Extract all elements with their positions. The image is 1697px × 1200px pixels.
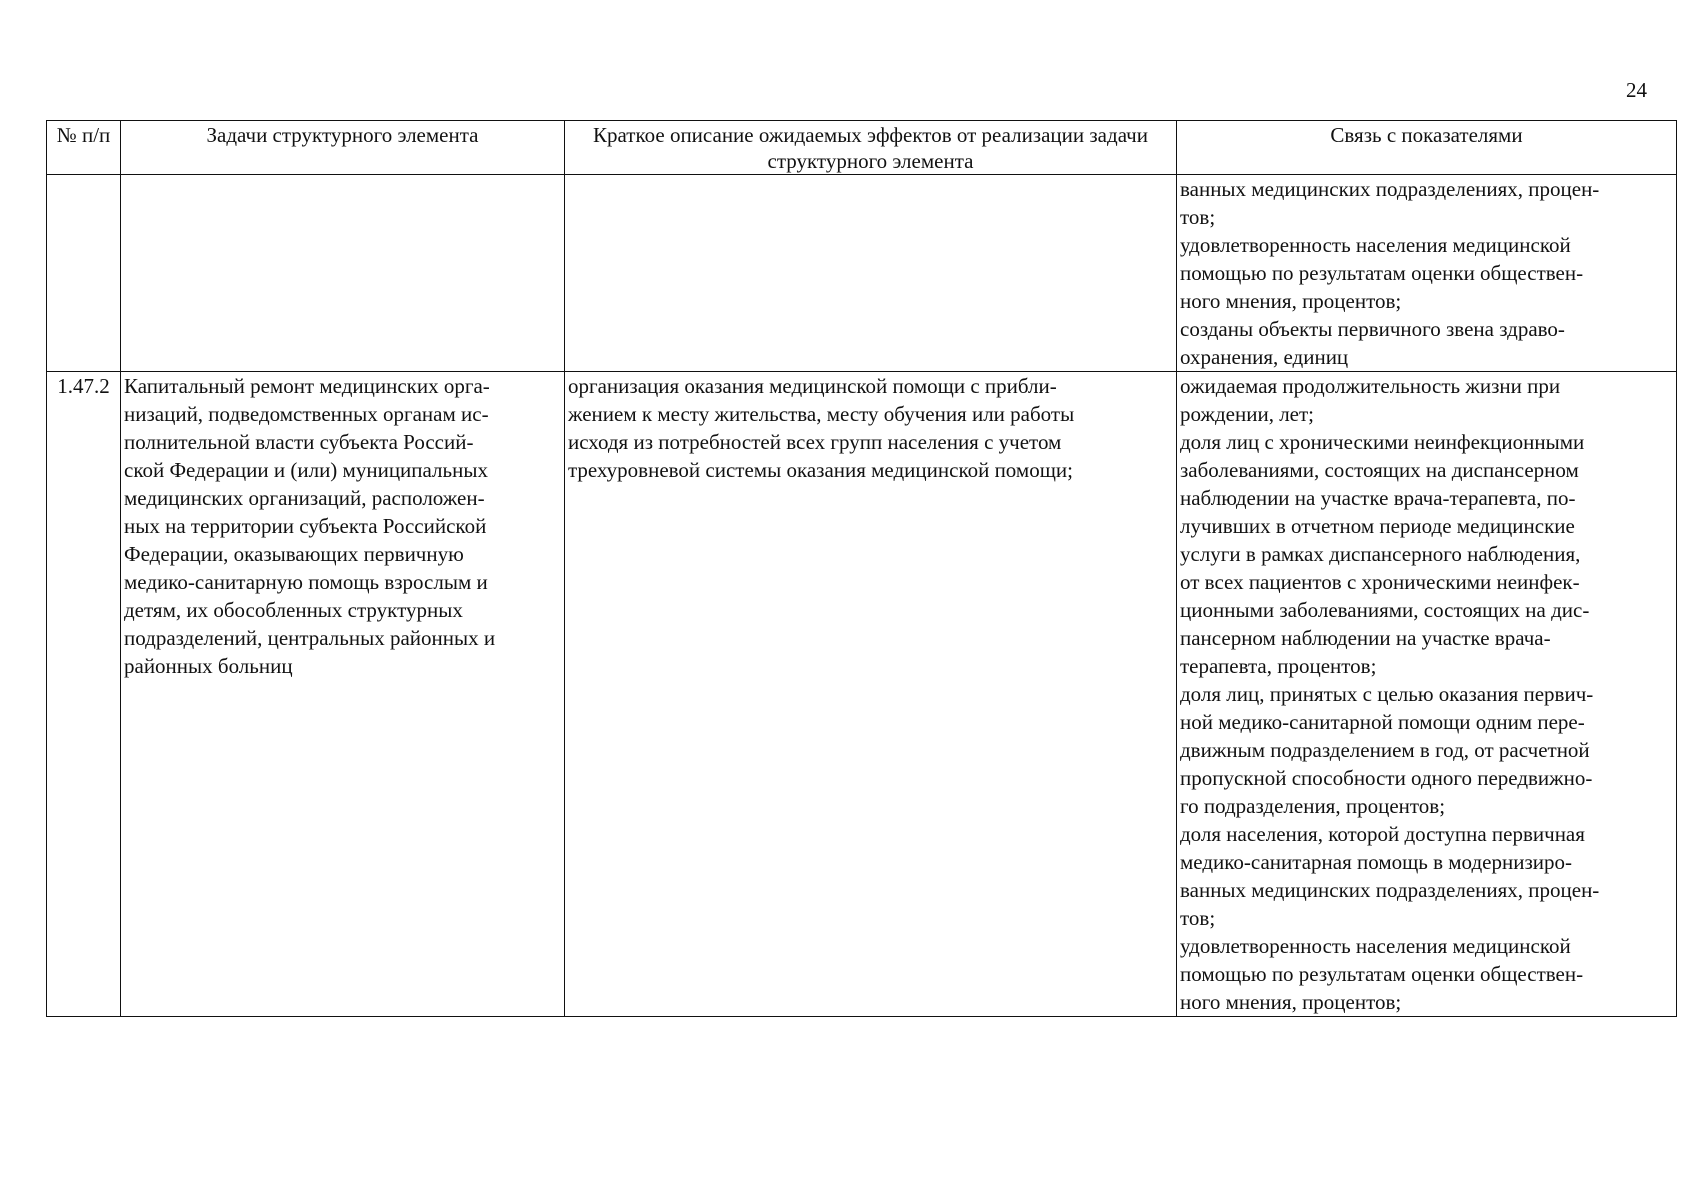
- cell-num: 1.47.2: [47, 372, 121, 1017]
- effect-line: трехуровневой системы оказания медицинской помощи;: [568, 458, 1073, 482]
- link-line: ного мнения, процентов;: [1180, 990, 1402, 1014]
- link-line: тов;: [1180, 906, 1216, 930]
- cell-task: [121, 372, 565, 1017]
- link-line: ожидаемая продолжительность жизни при: [1180, 374, 1561, 398]
- link-line: наблюдении на участке врача-терапевта, по-: [1180, 486, 1576, 510]
- link-line: удовлетворенность населения медицинской: [1180, 934, 1571, 958]
- link-line: доля населения, которой доступна первичная: [1180, 822, 1585, 846]
- link-line: помощью по результатам оценки обществен-: [1180, 962, 1584, 986]
- table-row: [47, 175, 1677, 372]
- task-line: Капитальный ремонт медицинских орга-: [124, 374, 490, 398]
- task-line: Федерации, оказывающих первичную: [124, 542, 464, 566]
- effect-line: организация оказания медицинской помощи с прибли-: [568, 374, 1057, 398]
- header-link: Связь с показателями: [1177, 121, 1677, 175]
- header-effect: Краткое описание ожидаемых эффектов от реализации задачи структурного элемента: [565, 121, 1177, 175]
- task-line: детям, их обособленных структурных: [124, 598, 463, 622]
- link-line: помощью по результатам оценки обществен-: [1180, 261, 1584, 285]
- task-line: медицинских организаций, расположен-: [124, 486, 485, 510]
- link-line: движным подразделением в год, от расчетной: [1180, 738, 1590, 762]
- link-line: охранения, единиц: [1180, 345, 1349, 369]
- task-line: районных больниц: [124, 654, 293, 678]
- link-line: рождении, лет;: [1180, 402, 1315, 426]
- effect-line: исходя из потребностей всех групп населения с учетом: [568, 430, 1062, 454]
- task-line: ской Федерации и (или) муниципальных: [124, 458, 488, 482]
- cell-link: [1177, 175, 1677, 372]
- page-number: 24: [1626, 78, 1647, 102]
- link-line: удовлетворенность населения медицинской: [1180, 233, 1571, 257]
- link-line: заболеваниями, состоящих на диспансерном: [1180, 458, 1579, 482]
- link-line: ционными заболеваниями, состоящих на дис-: [1180, 598, 1590, 622]
- link-line: лучивших в отчетном периоде медицинские: [1180, 514, 1575, 538]
- table-body: [47, 175, 1677, 1017]
- link-line: терапевта, процентов;: [1180, 654, 1377, 678]
- cell-link: [1177, 372, 1677, 1017]
- link-line: созданы объекты первичного звена здраво-: [1180, 317, 1565, 341]
- tasks-table: [46, 120, 1677, 1017]
- effect-line: жением к месту жительства, месту обучения или работы: [568, 402, 1075, 426]
- link-line: от всех пациентов с хроническими неинфек-: [1180, 570, 1580, 594]
- cell-task: [121, 175, 565, 372]
- link-line: услуги в рамках диспансерного наблюдения,: [1180, 542, 1581, 566]
- link-line: ного мнения, процентов;: [1180, 289, 1402, 313]
- task-line: низаций, подведомственных органам ис-: [124, 402, 489, 426]
- link-line: ной медико-санитарной помощи одним пере-: [1180, 710, 1585, 734]
- link-line: пропускной способности одного передвижно-: [1180, 766, 1593, 790]
- task-line: подразделений, центральных районных и: [124, 626, 496, 650]
- link-line: го подразделения, процентов;: [1180, 794, 1446, 818]
- link-line: ванных медицинских подразделениях, процен-: [1180, 177, 1600, 201]
- task-line: медико-санитарную помощь взрослым и: [124, 570, 488, 594]
- task-line: ных на территории субъекта Российской: [124, 514, 487, 538]
- cell-num: [47, 175, 121, 372]
- link-line: пансерном наблюдении на участке врача-: [1180, 626, 1551, 650]
- table-row: [47, 372, 1677, 1017]
- link-line: медико-санитарная помощь в модернизиро-: [1180, 850, 1572, 874]
- cell-effect: [565, 372, 1177, 1017]
- task-line: полнительной власти субъекта Россий-: [124, 430, 474, 454]
- header-task: Задачи структурного элемента: [121, 121, 565, 175]
- link-line: тов;: [1180, 205, 1216, 229]
- cell-effect: [565, 175, 1177, 372]
- link-line: доля лиц с хроническими неинфекционными: [1180, 430, 1585, 454]
- link-line: ванных медицинских подразделениях, процен-: [1180, 878, 1600, 902]
- table-header-row: [47, 121, 1677, 175]
- link-line: доля лиц, принятых с целью оказания первич-: [1180, 682, 1594, 706]
- header-num: № п/п: [47, 121, 121, 175]
